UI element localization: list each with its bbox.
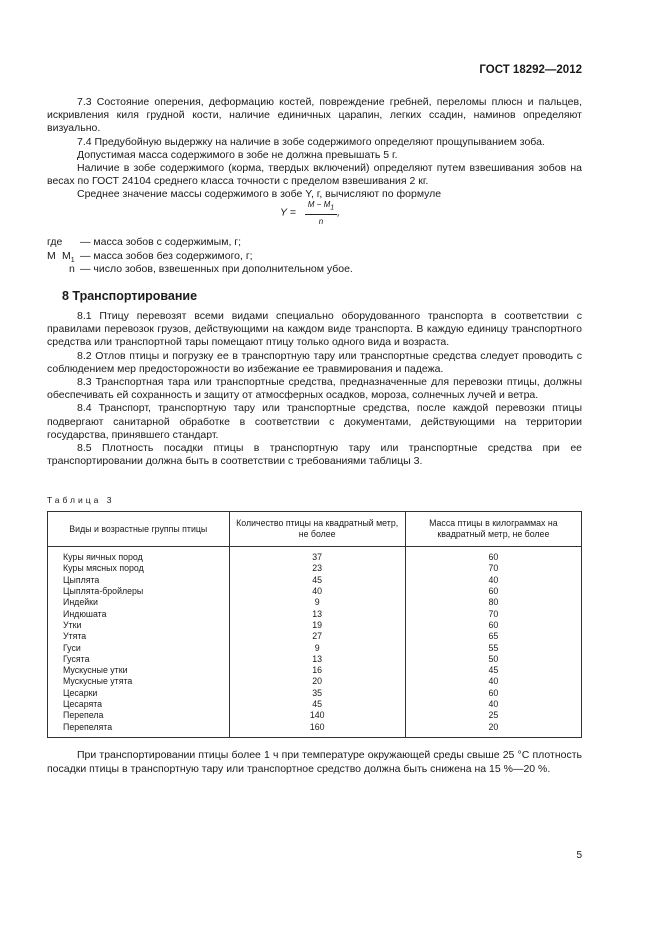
table-cell: 37 bbox=[229, 547, 405, 564]
table-row bbox=[48, 586, 582, 597]
table-cell: 65 bbox=[488, 631, 499, 642]
table-cell: 40 bbox=[229, 586, 405, 597]
table-cell: Цыплята-бройлеры bbox=[48, 586, 230, 597]
table-cell: Куры мясных пород bbox=[48, 563, 230, 574]
paragraph-8-5: 8.5 Плотность посадки птицы в транспортную тару или транспортные средства при ее транспортировании должна быть в соответствии с требованиями таблицы 3. bbox=[47, 442, 582, 468]
section-7-text bbox=[47, 96, 582, 202]
table-cell: Куры яичных пород bbox=[48, 547, 230, 564]
table-cell: 70 bbox=[488, 563, 499, 574]
table-cell: 40 bbox=[488, 699, 499, 709]
table-cell: Цесарята bbox=[48, 699, 230, 710]
table-cell: Утята bbox=[48, 631, 230, 642]
table-cell: 20 bbox=[229, 676, 405, 687]
table-row bbox=[48, 597, 582, 608]
table-cell: 60 bbox=[488, 687, 499, 698]
table-cell: 9 bbox=[229, 642, 405, 653]
table-row bbox=[48, 665, 582, 676]
table-row bbox=[48, 575, 582, 586]
table-3 bbox=[47, 511, 582, 738]
table-row bbox=[48, 654, 582, 665]
paragraph-7-4d: Среднее значение массы содержимого в зобе Y, г, вычисляют по формуле bbox=[77, 188, 442, 201]
page-number: 5 bbox=[576, 850, 582, 861]
table-cell: Перепелята bbox=[48, 721, 230, 737]
table-cell: 13 bbox=[229, 654, 405, 665]
table-cell: Цыплята bbox=[48, 575, 230, 586]
formula-denominator: n bbox=[318, 216, 324, 226]
paragraph-7-4: 7.4 Предубойную выдержку на наличие в зобе содержимого определяют прощупыванием зоба. bbox=[77, 135, 545, 148]
table-row bbox=[48, 688, 582, 699]
table-cell: 25 bbox=[488, 710, 499, 721]
table-row bbox=[48, 642, 582, 653]
table-cell: Мускусные утки bbox=[48, 665, 230, 676]
table-row bbox=[48, 721, 582, 737]
col-header-count: Количество птицы на квадратный метр, не более bbox=[229, 512, 405, 547]
table-row bbox=[48, 620, 582, 631]
table-cell: 40 bbox=[488, 574, 499, 585]
table-cell: 45 bbox=[488, 665, 499, 676]
table-caption: Таблица 3 bbox=[47, 495, 115, 505]
table-cell: 60 bbox=[488, 619, 499, 630]
table-row bbox=[48, 710, 582, 721]
table-cell: 40 bbox=[488, 676, 499, 687]
paragraph-8-1: 8.1 Птицу перевозят всеми видами специально оборудованного транспорта в соответствии с правилами перевозок грузов, действующими на каждом виде транспорта. В каждую единицу транспортного средства или транспортной тары помещают птицу только одного вида и возраста. bbox=[47, 310, 582, 349]
table-cell: 45 bbox=[229, 575, 405, 586]
table-cell: Индейки bbox=[48, 597, 230, 608]
formula-fraction bbox=[305, 200, 337, 226]
table-cell: Индюшата bbox=[48, 608, 230, 619]
col-header-bird-type: Виды и возрастные группы птицы bbox=[48, 512, 230, 547]
closing-paragraph: При транспортировании птицы более 1 ч при температуре окружающей среды свыше 25 °С плотность посадки птицы в транспортную тару или транспортное средство должна быть снижена на 15 %—20 %. bbox=[47, 749, 582, 775]
paragraph-8-3: 8.3 Транспортная тара или транспортные средства, предназначенные для перевозки птицы, должны обеспечивать ей сохранность и защиту от атмосферных осадков, мороза, солнечных лучей и ветра. bbox=[47, 376, 582, 402]
section-8-text bbox=[47, 310, 582, 468]
table-cell: 20 bbox=[488, 721, 499, 732]
table-cell: Цесарки bbox=[48, 688, 230, 699]
table-cell: 50 bbox=[488, 653, 499, 664]
table-cell: 160 bbox=[229, 721, 405, 737]
table-cell: 60 bbox=[488, 586, 499, 597]
formula-numerator: $M - M_1$ bbox=[305, 200, 337, 215]
table-cell: 27 bbox=[229, 631, 405, 642]
formula-lhs: Y = bbox=[280, 206, 296, 219]
table-cell: 19 bbox=[229, 620, 405, 631]
table-cell: 16 bbox=[229, 665, 405, 676]
table-cell: 140 bbox=[229, 710, 405, 721]
table-cell: Гусята bbox=[48, 654, 230, 665]
table-cell: Мускусные утята bbox=[48, 676, 230, 687]
table-cell: 13 bbox=[229, 608, 405, 619]
table-cell: 35 bbox=[229, 688, 405, 699]
section-8-title: 8 Транспортирование bbox=[62, 289, 198, 303]
table-row bbox=[48, 608, 582, 619]
table-cell: Гуси bbox=[48, 642, 230, 653]
paragraph-8-2: 8.2 Отлов птицы и погрузку ее в транспортную тару или транспортные средства следует проводить с соблюдением мер предосторожности во избежание ее травмирования и падежа. bbox=[47, 349, 582, 375]
table-cell: 9 bbox=[229, 597, 405, 608]
table-cell: 70 bbox=[488, 608, 499, 619]
table-cell: Перепела bbox=[48, 710, 230, 721]
table-cell: 55 bbox=[488, 642, 499, 653]
table-cell: 23 bbox=[229, 563, 405, 574]
table-cell: 45 bbox=[229, 699, 405, 710]
table-cell: Утки bbox=[48, 620, 230, 631]
document-header: ГОСТ 18292—2012 bbox=[479, 64, 582, 76]
paragraph-8-4: 8.4 Транспорт, транспортную тару или транспортные средства, после каждой перевозки птицы подвергают санитарной обработке в соответствии с документами, действующими на территории государства, принявшего стандарт. bbox=[47, 402, 582, 441]
table-cell: 60 bbox=[488, 552, 499, 563]
table-row bbox=[48, 676, 582, 687]
formula-tail: , bbox=[337, 206, 341, 219]
table-cell: 80 bbox=[488, 597, 499, 608]
table-row bbox=[48, 631, 582, 642]
formula bbox=[280, 200, 340, 226]
paragraph-7-4c: Наличие в зобе содержимого (корма, твердых включений) определяют путем взвешивания зобов на весах по ГОСТ 24104 среднего класса точности с пределом взвешивания 2 кг. bbox=[47, 162, 582, 188]
table-row bbox=[48, 547, 582, 564]
table-row bbox=[48, 699, 582, 710]
paragraph-7-4b: Допустимая масса содержимого в зобе не должна превышать 5 г. bbox=[77, 148, 398, 161]
paragraph-7-3: 7.3 Состояние оперения, деформацию костей, повреждение гребней, переломы плюсн и пальцев, искривления киля грудной кости, наличие единичных царапин, легких ссадин, наминов определяют визуально. bbox=[47, 96, 582, 135]
col-header-mass: Масса птицы в килограммах на квадратный метр, не более bbox=[405, 512, 581, 547]
table-row bbox=[48, 563, 582, 574]
